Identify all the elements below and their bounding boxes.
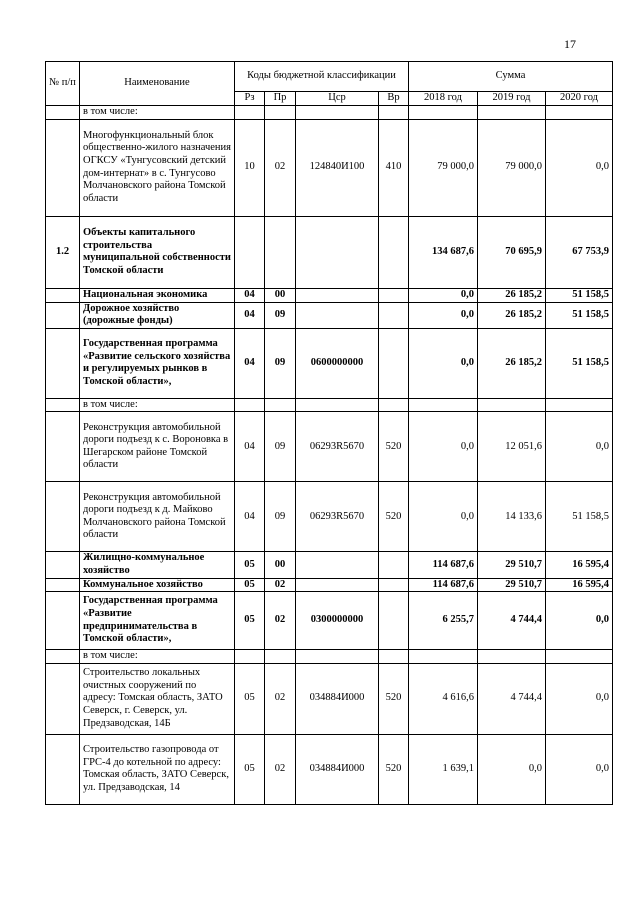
cell-csr <box>296 552 379 578</box>
cell-y2018: 6 255,7 <box>409 592 478 650</box>
cell-y2019: 4 744,4 <box>478 592 546 650</box>
cell-name: Реконструкция автомобильной дороги подъезд к д. Майково Молчановского района Томской области <box>80 482 235 552</box>
cell-pr: 02 <box>265 119 296 216</box>
cell-num <box>46 119 80 216</box>
table-row <box>46 288 613 302</box>
cell-csr: 06293R5670 <box>296 482 379 552</box>
cell-pr <box>265 106 296 120</box>
cell-y2020: 0,0 <box>546 412 613 482</box>
cell-name: Государственная программа «Развитие предпринимательства в Томской области», <box>80 592 235 650</box>
cell-y2019: 29 510,7 <box>478 552 546 578</box>
table-row <box>46 398 613 412</box>
cell-y2019: 0,0 <box>478 734 546 804</box>
cell-name: Государственная программа «Развитие сельского хозяйства и регулируемых рынков в Томской области», <box>80 328 235 398</box>
cell-csr <box>296 650 379 664</box>
header-codes: Коды бюджетной классификации <box>235 62 409 92</box>
cell-csr <box>296 288 379 302</box>
cell-pr: 09 <box>265 482 296 552</box>
cell-pr <box>265 650 296 664</box>
cell-y2019: 29 510,7 <box>478 578 546 592</box>
cell-csr: 034884И000 <box>296 734 379 804</box>
cell-pr: 00 <box>265 288 296 302</box>
cell-y2019: 26 185,2 <box>478 288 546 302</box>
cell-num <box>46 663 80 734</box>
cell-y2020: 67 753,9 <box>546 216 613 288</box>
cell-y2020: 16 595,4 <box>546 578 613 592</box>
cell-y2020: 16 595,4 <box>546 552 613 578</box>
header-csr: Цср <box>296 92 379 106</box>
cell-y2018: 0,0 <box>409 288 478 302</box>
table-row <box>46 663 613 734</box>
cell-name: Строительство локальных очистных сооружений по адресу: Томская область, ЗАТО Северск, г. Северск, ул. Предзаводская, 14Б <box>80 663 235 734</box>
cell-name: Жилищно-коммунальное хозяйство <box>80 552 235 578</box>
cell-name: Многофункциональный блок общественно-жилого назначения ОГКСУ «Тунгусовский детский дом-интернат» в с. Тунгусово Молчановского района Томской области <box>80 119 235 216</box>
table-row <box>46 106 613 120</box>
cell-rz <box>235 650 265 664</box>
cell-rz <box>235 106 265 120</box>
cell-num <box>46 592 80 650</box>
table-row <box>46 592 613 650</box>
header-2020: 2020 год <box>546 92 613 106</box>
cell-csr <box>296 216 379 288</box>
cell-vr: 520 <box>379 734 409 804</box>
cell-name: в том числе: <box>80 650 235 664</box>
cell-pr: 09 <box>265 302 296 328</box>
cell-y2018 <box>409 398 478 412</box>
table-row <box>46 119 613 216</box>
header-name: Наименование <box>80 62 235 106</box>
cell-rz: 04 <box>235 328 265 398</box>
cell-csr: 0600000000 <box>296 328 379 398</box>
cell-vr <box>379 552 409 578</box>
page-number: 17 <box>564 37 576 51</box>
header-rz: Рз <box>235 92 265 106</box>
cell-name: Национальная экономика <box>80 288 235 302</box>
cell-name: Реконструкция автомобильной дороги подъезд к с. Вороновка в Шегарском районе Томской области <box>80 412 235 482</box>
cell-num <box>46 650 80 664</box>
cell-csr <box>296 398 379 412</box>
cell-pr: 09 <box>265 328 296 398</box>
header-sum: Сумма <box>409 62 613 92</box>
cell-csr: 034884И000 <box>296 663 379 734</box>
cell-y2020 <box>546 398 613 412</box>
cell-rz: 04 <box>235 482 265 552</box>
cell-name: Коммунальное хозяйство <box>80 578 235 592</box>
cell-rz: 10 <box>235 119 265 216</box>
cell-vr: 520 <box>379 663 409 734</box>
cell-y2019 <box>478 106 546 120</box>
cell-y2019: 12 051,6 <box>478 412 546 482</box>
cell-y2019 <box>478 398 546 412</box>
cell-vr: 520 <box>379 482 409 552</box>
cell-y2018: 79 000,0 <box>409 119 478 216</box>
cell-vr <box>379 328 409 398</box>
table-row <box>46 302 613 328</box>
cell-csr: 06293R5670 <box>296 412 379 482</box>
header-2018: 2018 год <box>409 92 478 106</box>
cell-num <box>46 328 80 398</box>
cell-y2018: 0,0 <box>409 302 478 328</box>
cell-csr <box>296 106 379 120</box>
cell-vr: 410 <box>379 119 409 216</box>
cell-vr <box>379 592 409 650</box>
cell-rz: 04 <box>235 288 265 302</box>
cell-rz: 04 <box>235 412 265 482</box>
table-row <box>46 734 613 804</box>
cell-name: Дорожное хозяйство (дорожные фонды) <box>80 302 235 328</box>
cell-num <box>46 398 80 412</box>
cell-rz: 05 <box>235 578 265 592</box>
cell-y2020: 0,0 <box>546 663 613 734</box>
cell-rz: 04 <box>235 302 265 328</box>
cell-rz <box>235 398 265 412</box>
cell-rz: 05 <box>235 592 265 650</box>
cell-num <box>46 734 80 804</box>
table-row <box>46 216 613 288</box>
cell-y2019 <box>478 650 546 664</box>
cell-y2018: 4 616,6 <box>409 663 478 734</box>
cell-vr <box>379 578 409 592</box>
cell-num <box>46 288 80 302</box>
cell-num <box>46 412 80 482</box>
table-row <box>46 578 613 592</box>
cell-name: в том числе: <box>80 106 235 120</box>
cell-y2020: 0,0 <box>546 119 613 216</box>
cell-vr <box>379 398 409 412</box>
cell-num: 1.2 <box>46 216 80 288</box>
cell-y2020: 51 158,5 <box>546 302 613 328</box>
table-row <box>46 650 613 664</box>
cell-y2018: 0,0 <box>409 412 478 482</box>
cell-name: Объекты капитального строительства муниципальной собственности Томской области <box>80 216 235 288</box>
cell-y2018: 0,0 <box>409 482 478 552</box>
cell-vr: 520 <box>379 412 409 482</box>
cell-csr: 124840И100 <box>296 119 379 216</box>
cell-num <box>46 106 80 120</box>
cell-y2018: 0,0 <box>409 328 478 398</box>
cell-csr <box>296 302 379 328</box>
header-num: № п/п <box>46 62 80 106</box>
cell-name: Строительство газопровода от ГРС-4 до котельной по адресу: Томская область, ЗАТО Северск, ул. Предзаводская, 14 <box>80 734 235 804</box>
cell-csr: 0300000000 <box>296 592 379 650</box>
cell-y2019: 70 695,9 <box>478 216 546 288</box>
cell-y2020: 51 158,5 <box>546 328 613 398</box>
header-vr: Вр <box>379 92 409 106</box>
cell-pr: 02 <box>265 592 296 650</box>
cell-num <box>46 552 80 578</box>
cell-num <box>46 302 80 328</box>
table-row <box>46 412 613 482</box>
cell-y2020: 51 158,5 <box>546 482 613 552</box>
budget-table <box>45 61 613 805</box>
cell-pr: 09 <box>265 412 296 482</box>
cell-y2019: 14 133,6 <box>478 482 546 552</box>
cell-vr <box>379 288 409 302</box>
table-row <box>46 552 613 578</box>
table-row <box>46 482 613 552</box>
cell-y2018: 134 687,6 <box>409 216 478 288</box>
cell-pr: 02 <box>265 578 296 592</box>
cell-pr <box>265 398 296 412</box>
cell-vr <box>379 216 409 288</box>
cell-y2019: 26 185,2 <box>478 302 546 328</box>
cell-rz: 05 <box>235 663 265 734</box>
cell-y2018: 114 687,6 <box>409 552 478 578</box>
cell-num <box>46 578 80 592</box>
header-pr: Пр <box>265 92 296 106</box>
cell-y2020: 51 158,5 <box>546 288 613 302</box>
cell-pr <box>265 216 296 288</box>
cell-pr: 02 <box>265 663 296 734</box>
cell-y2018 <box>409 650 478 664</box>
cell-pr: 00 <box>265 552 296 578</box>
cell-rz: 05 <box>235 734 265 804</box>
cell-y2018: 1 639,1 <box>409 734 478 804</box>
cell-vr <box>379 302 409 328</box>
cell-y2020: 0,0 <box>546 734 613 804</box>
cell-y2020 <box>546 106 613 120</box>
cell-y2019: 79 000,0 <box>478 119 546 216</box>
cell-rz: 05 <box>235 552 265 578</box>
table-row <box>46 328 613 398</box>
cell-y2020 <box>546 650 613 664</box>
cell-name: в том числе: <box>80 398 235 412</box>
cell-vr <box>379 650 409 664</box>
cell-y2019: 26 185,2 <box>478 328 546 398</box>
cell-pr: 02 <box>265 734 296 804</box>
cell-y2020: 0,0 <box>546 592 613 650</box>
cell-rz <box>235 216 265 288</box>
cell-y2019: 4 744,4 <box>478 663 546 734</box>
cell-num <box>46 482 80 552</box>
header-2019: 2019 год <box>478 92 546 106</box>
cell-vr <box>379 106 409 120</box>
cell-y2018 <box>409 106 478 120</box>
cell-csr <box>296 578 379 592</box>
cell-y2018: 114 687,6 <box>409 578 478 592</box>
